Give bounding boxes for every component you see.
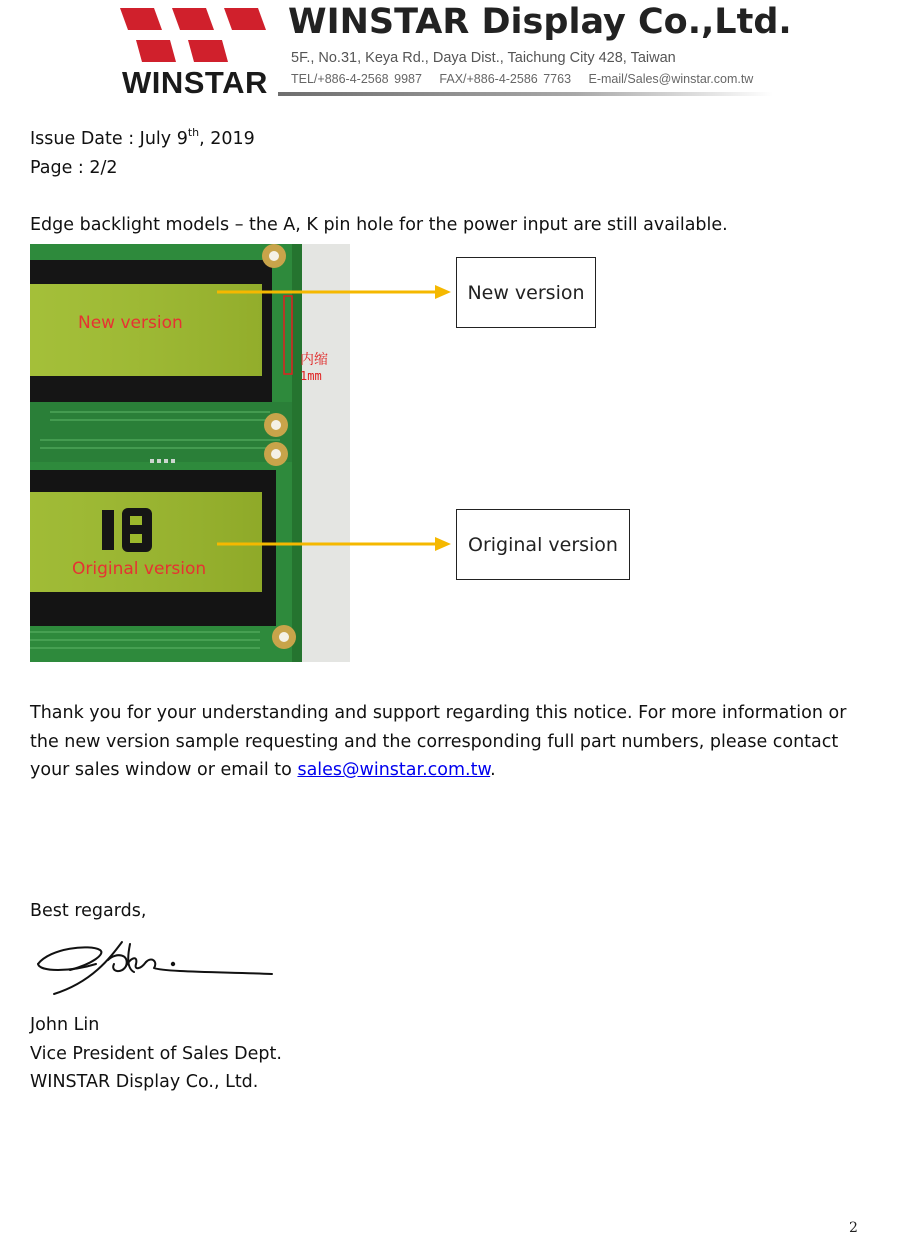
intro-text: Edge backlight models – the A, K pin hole for the power input are still available. <box>30 215 728 235</box>
sales-email-link[interactable]: sales@winstar.com.tw <box>297 760 491 780</box>
best-regards: Best regards, <box>30 901 147 921</box>
handwritten-signature <box>30 934 280 1000</box>
company-name-heading: WINSTAR Display Co.,Ltd. <box>288 2 792 42</box>
brand-wordmark: WINSTAR <box>122 65 268 100</box>
page-indicator: Page : 2/2 <box>30 158 118 178</box>
signer-company: WINSTAR Display Co., Ltd. <box>30 1072 259 1092</box>
issue-date-ordinal: th <box>187 126 200 139</box>
company-address: 5F., No.31, Keya Rd., Daya Dist., Taichung City 428, Taiwan <box>291 50 676 66</box>
company-contact <box>291 72 753 86</box>
winstar-logo-mark <box>118 6 268 66</box>
company-email: E-mail/Sales@winstar.com.tw <box>588 72 754 86</box>
callout-original-version: Original version <box>456 509 630 580</box>
lcd-module-photo <box>30 244 350 662</box>
photo-label-shrink: 内缩 <box>300 352 328 368</box>
photo-label-shrink-size: 1mm <box>300 369 322 383</box>
issue-date-year: , 2019 <box>199 129 255 149</box>
issue-date <box>30 127 255 151</box>
callout-new-version: New version <box>456 257 596 328</box>
letterhead-divider <box>278 92 773 96</box>
closing-text: Thank you for your understanding and support regarding this notice. For more information or the new version sample requesting and the corresponding full part numbers, please contact your sales window or email to <box>30 703 847 780</box>
arrow-new-version <box>215 284 455 300</box>
closing-paragraph <box>30 699 875 785</box>
page-number: 2 <box>849 1220 858 1236</box>
photo-label-original: Original version <box>72 559 207 579</box>
signer-name: John Lin <box>30 1015 100 1035</box>
company-tel: TEL/+886-4-2568 9987 <box>291 72 422 86</box>
issue-date-prefix: Issue Date : July 9 <box>30 129 188 149</box>
company-fax: FAX/+886-4-2586 7763 <box>439 72 572 86</box>
signer-title: Vice President of Sales Dept. <box>30 1044 282 1064</box>
closing-end: . <box>490 760 496 780</box>
arrow-original-version <box>215 536 455 552</box>
photo-label-new: New version <box>78 313 183 333</box>
